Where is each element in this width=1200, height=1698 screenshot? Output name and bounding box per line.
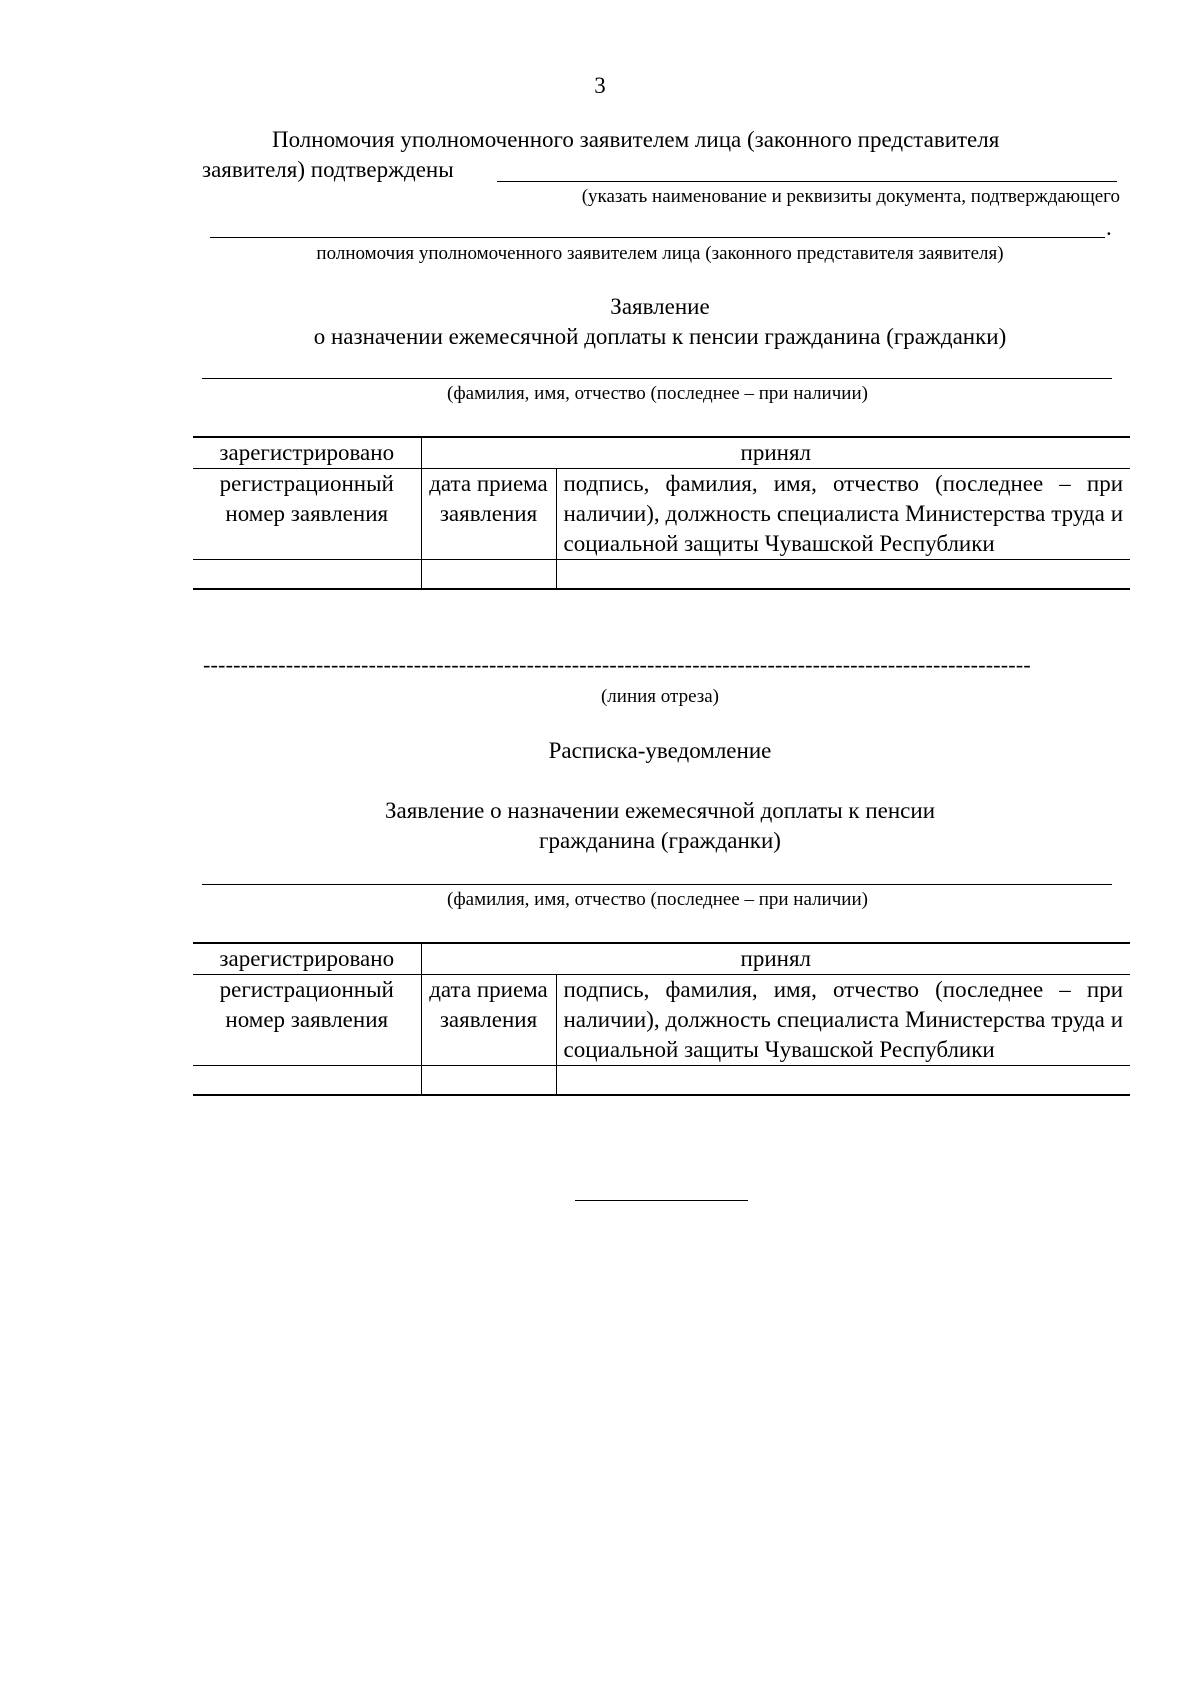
receipt-title: Расписка-уведомление: [548, 738, 772, 763]
authority-hint-1: (указать наименование и реквизиты документа, подтверждающего: [581, 186, 1120, 207]
date-received-cell[interactable]: [421, 560, 556, 590]
receipt-name-field[interactable]: [202, 884, 1112, 885]
authority-document-field-2[interactable]: [210, 237, 1105, 238]
date-received-label: дата приема заявления: [421, 975, 556, 1066]
reg-number-cell[interactable]: [193, 560, 421, 590]
receipt-subtitle-line1: Заявление о назначении ежемесячной доплаты к пенсии: [384, 798, 936, 823]
reg-number-label: регистрационный номер заявления: [193, 469, 421, 560]
receipt-registration-table: [193, 942, 1130, 1096]
accepted-header: принял: [421, 437, 1130, 469]
authority-text-line1: Полномочия уполномоченного заявителем лица (законного представителя: [272, 127, 1000, 152]
registration-table: [193, 436, 1130, 590]
application-title: Заявление: [610, 294, 710, 319]
authority-hint-2: полномочия уполномоченного заявителем лица (законного представителя заявителя): [316, 243, 1004, 264]
signature-label: подпись, фамилия, имя, отчество (последнее – при наличии), должность специалиста Министерства труда и социальной защиты Чувашской Республики: [556, 469, 1130, 560]
authority-document-field[interactable]: [497, 181, 1117, 182]
signature-cell[interactable]: [556, 1066, 1130, 1096]
applicant-name-hint: (фамилия, имя, отчество (последнее – при наличии): [447, 383, 868, 404]
accepted-header: принял: [421, 943, 1130, 975]
signature-label: подпись, фамилия, имя, отчество (последнее – при наличии), должность специалиста Министерства труда и социальной защиты Чувашской Республики: [556, 975, 1130, 1066]
page-number: 3: [594, 73, 606, 98]
cut-line-label: (линия отреза): [600, 686, 720, 707]
authority-end-mark: .: [1106, 215, 1112, 240]
date-received-label: дата приема заявления: [421, 469, 556, 560]
receipt-subtitle-line2: гражданина (гражданки): [539, 828, 781, 853]
closing-separator: [575, 1200, 748, 1201]
receipt-name-hint: (фамилия, имя, отчество (последнее – при наличии): [447, 889, 868, 910]
signature-cell[interactable]: [556, 560, 1130, 590]
reg-number-label: регистрационный номер заявления: [193, 975, 421, 1066]
registered-header: зарегистрировано: [193, 943, 421, 975]
authority-text-line2: заявителя) подтверждены: [202, 157, 454, 182]
application-subtitle: о назначении ежемесячной доплаты к пенсии гражданина (гражданки): [313, 324, 1007, 349]
date-received-cell[interactable]: [421, 1066, 556, 1096]
registered-header: зарегистрировано: [193, 437, 421, 469]
cut-line: --------------------------------------------------------------------------------------------------------------: [203, 652, 1031, 677]
reg-number-cell[interactable]: [193, 1066, 421, 1096]
applicant-name-field[interactable]: [202, 378, 1112, 379]
